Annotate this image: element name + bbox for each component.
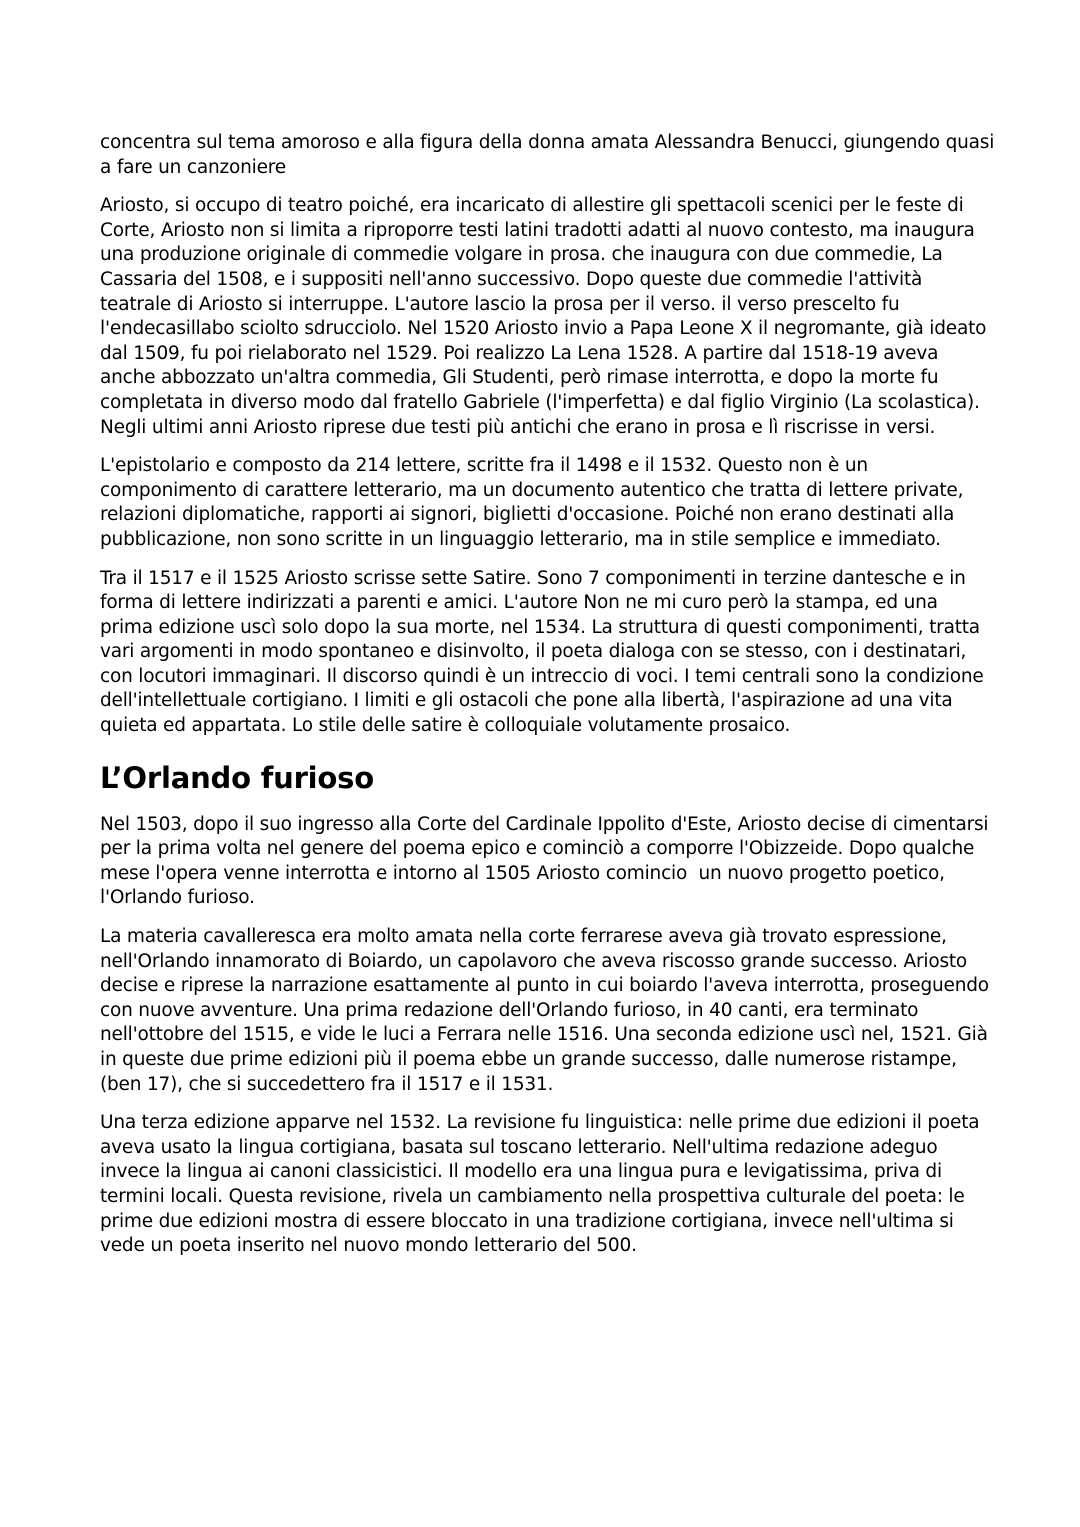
paragraph-teatro-commedie: Ariosto, si occupo di teatro poiché, era incaricato di allestire gli spettacoli scenici per le feste di Corte, Ariosto non si limita a riproporre testi latini tradotti adatti al nuovo contesto, ma inaugura una produzione originale di commedie volgare in prosa. che inaugura con due commedie, La Cassaria del 1508, e i suppositi nell'anno successivo. Dopo queste due commedie l'attività teatrale di Ariosto si interruppe. L'autore lascio la prosa per il verso. il verso prescelto fu l'endecasillabo sciolto sdrucciolo. Nel 1520 Ariosto invio a Papa Leone X il negromante, già ideato dal 1509, fu poi rielaborato nel 1529. Poi realizzo La Lena 1528. A partire dal 1518-19 aveva anche abbozzato un'altra commedia, Gli Studenti, però rimase interrotta, e dopo la morte fu completata in diverso modo dal fratello Gabriele (l'imperfetta) e dal figlio Virginio (La scolastica). Negli ultimi anni Ariosto riprese due testi più antichi che erano in prosa e lì riscrisse in versi. — [100, 195, 992, 438]
section-heading-orlando-furioso: L’Orlando furioso — [100, 760, 374, 795]
paragraph-nel-1503-obizzeide: Nel 1503, dopo il suo ingresso alla Corte del Cardinale Ippolito d'Este, Ariosto decise di cimentarsi per la prima volta nel genere del poema epico e cominciò a comporre l'Obizzeide. Dopo qualche mese l'opera venne interrotta e intorno al 1505 Ariosto comincio un nuovo progetto poetico, l'Orlando furioso. — [100, 813, 995, 909]
paragraph-terza-edizione-1532: Una terza edizione apparve nel 1532. La revisione fu linguistica: nelle prime due edizioni il poeta aveva usato la lingua cortigiana, basata sul toscano letterario. Nell'ultima redazione adeguo invece la lingua ai canoni classicistici. Il modello era una lingua pura e levigatissima, priva di termini locali. Questa revisione, rivela un cambiamento nella prospettiva culturale del poeta: le prime due edizioni mostra di essere bloccato in una tradizione cortigiana, invece nell'ultima si vede un poeta inserito nel nuovo mondo letterario del 500. — [100, 1112, 986, 1257]
paragraph-epistolario: L'epistolario e composto da 214 lettere, scritte fra il 1498 e il 1532. Questo non è un componimento di carattere letterario, ma un documento autentico che tratta di lettere private, relazioni diplomatiche, rapporti ai signori, biglietti d'occasione. Poiché non erano destinati alla pubblicazione, non sono scritte in un linguaggio letterario, ma in stile semplice e immediato. — [100, 455, 969, 550]
paragraph-benucci-canzoniere: concentra sul tema amoroso e alla figura della donna amata Alessandra Benucci, giungendo quasi a fare un canzoniere — [100, 132, 1000, 178]
document-content — [100, 131, 1000, 1273]
paragraph-materia-cavalleresca: La materia cavalleresca era molto amata nella corte ferrarese aveva già trovato espressione, nell'Orlando innamorato di Boiardo, un capolavoro che aveva riscosso grande successo. Ariosto decise e riprese la narrazione esattamente al punto in cui boiardo l'aveva interrotta, proseguendo con nuove avventure. Una prima redazione dell'Orlando furioso, in 40 canti, era terminato nell'ottobre del 1515, e vide le luci a Ferrara nelle 1516. Una seconda edizione uscì nel, 1521. Già in queste due prime edizioni più il poema ebbe un grande successo, dalle numerose ristampe, (ben 17), che si succedettero fra il 1517 e il 1531. — [100, 926, 995, 1095]
paragraph-satire: Tra il 1517 e il 1525 Ariosto scrisse sette Satire. Sono 7 componimenti in terzine dantesche e in forma di lettere indirizzati a parenti e amici. L'autore Non ne mi curo però la stampa, ed una prima edizione uscì solo dopo la sua morte, nel 1534. La struttura di questi componimenti, tratta vari argomenti in modo spontaneo e disinvolto, il poeta dialoga con se stesso, con i destinatari, con locutori immaginari. Il discorso quindi è un intreccio di voci. I temi centrali sono la condizione dell'intellettuale cortigiano. I limiti e gli ostacoli che pone alla libertà, l'aspirazione ad una vita quieta ed appartata. Lo stile delle satire è colloquiale volutamente prosaico. — [100, 567, 990, 737]
